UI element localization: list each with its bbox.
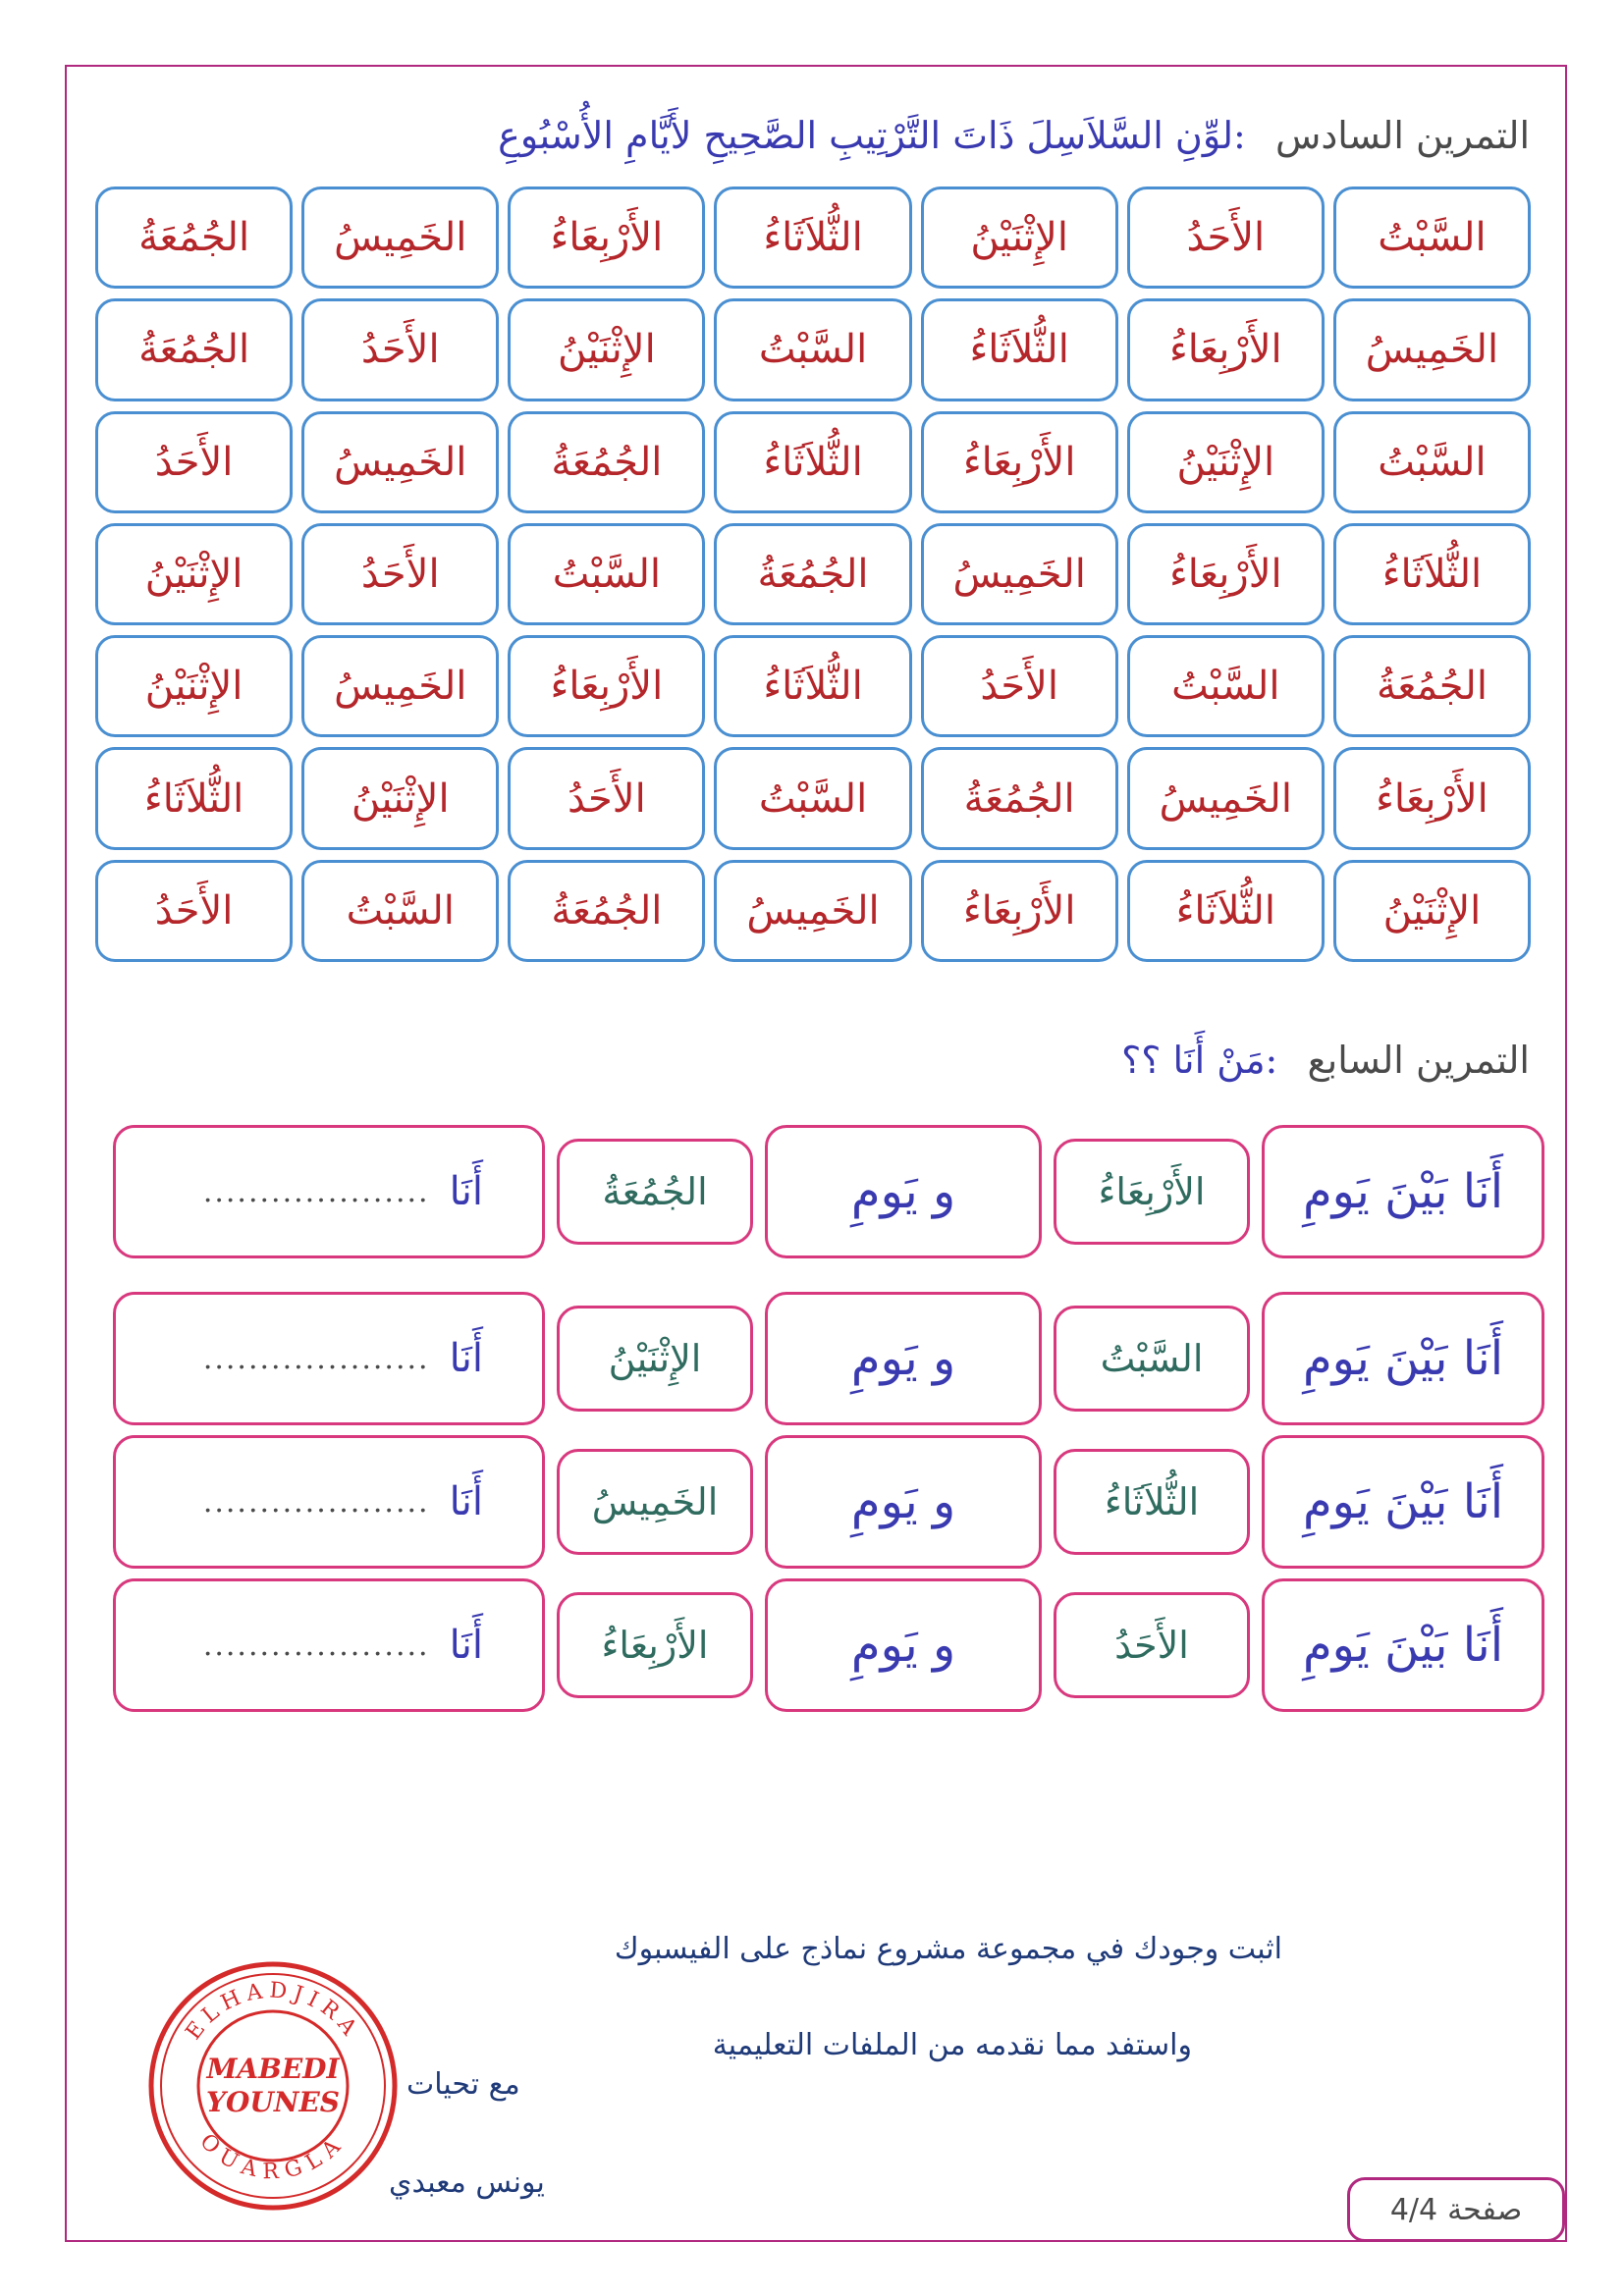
days-grid: [95, 187, 1531, 962]
exercise6-label: التمرين السادس: [1274, 114, 1530, 157]
first-day: الأَرْبِعَاءُ: [1098, 1170, 1206, 1213]
day-cell[interactable]: الأَرْبِعَاءُ: [508, 187, 705, 289]
between-box: [1262, 1435, 1544, 1569]
riddle-row: [113, 1125, 1544, 1258]
and-label: و يَومِ: [850, 1474, 956, 1529]
first-day: الثُّلاَثَاءُ: [1104, 1480, 1200, 1523]
day-cell[interactable]: الأَحَدُ: [508, 747, 705, 849]
between-label: أَنَا بَيْنَ يَومِ: [1302, 1164, 1504, 1219]
day-cell[interactable]: الأَحَدُ: [95, 411, 293, 513]
exercise6-title: [498, 114, 1530, 157]
between-label: أَنَا بَيْنَ يَومِ: [1302, 1618, 1504, 1673]
day-cell[interactable]: الأَرْبِعَاءُ: [921, 860, 1118, 962]
first-day-box: [1054, 1306, 1250, 1412]
day-cell[interactable]: الأَحَدُ: [1127, 187, 1325, 289]
day-cell[interactable]: الجُمُعَةُ: [714, 523, 911, 625]
between-box: [1262, 1578, 1544, 1712]
between-box: [1262, 1125, 1544, 1258]
stamp-seal: [145, 1958, 401, 2214]
second-day-box: [557, 1139, 753, 1245]
day-cell[interactable]: الخَمِيسُ: [1127, 747, 1325, 849]
day-cell[interactable]: الجُمُعَةُ: [508, 860, 705, 962]
answer-box[interactable]: [113, 1125, 545, 1258]
second-day-box: [557, 1306, 753, 1412]
second-day-box: [557, 1592, 753, 1698]
stamp-name-line2: YOUNES: [206, 2086, 340, 2118]
footer-line2: واستفد مما نقدمه من الملفات التعليمية: [712, 2028, 1192, 2062]
day-cell[interactable]: السَّبْتُ: [714, 747, 911, 849]
day-cell[interactable]: الجُمُعَةُ: [921, 747, 1118, 849]
and-box: [765, 1292, 1042, 1425]
and-box: [765, 1435, 1042, 1569]
day-cell[interactable]: الخَمِيسُ: [301, 635, 499, 737]
day-cell[interactable]: الإِثْنَيْنُ: [301, 747, 499, 849]
day-cell[interactable]: الإِثْنَيْنُ: [921, 187, 1118, 289]
day-cell[interactable]: الأَحَدُ: [301, 298, 499, 400]
answer-blank[interactable]: ....................: [202, 1628, 430, 1663]
day-cell[interactable]: الخَمِيسُ: [301, 187, 499, 289]
day-cell[interactable]: الأَرْبِعَاءُ: [508, 635, 705, 737]
footer-line1: اثبت وجودك في مجموعة مشروع نماذج على الفيسبوك: [614, 1932, 1282, 1966]
ana-label: أَنَا: [449, 1623, 483, 1668]
day-cell[interactable]: الخَمِيسُ: [1333, 298, 1531, 400]
day-cell[interactable]: السَّبْتُ: [1127, 635, 1325, 737]
day-cell[interactable]: الإِثْنَيْنُ: [508, 298, 705, 400]
exercise6-instruction: :لوِّنِ السَّلاَسِلَ ذَاتَ التَّرْتِيبِ الصَّحِيحِ لأَيَّامِ الأُسْبُوعِ: [498, 114, 1246, 157]
greeting: مع تحيات: [406, 2067, 520, 2102]
second-day: الأَرْبِعَاءُ: [601, 1624, 709, 1667]
day-cell[interactable]: الثُّلاَثَاءُ: [95, 747, 293, 849]
day-cell[interactable]: الأَحَدُ: [301, 523, 499, 625]
ana-label: أَنَا: [449, 1479, 483, 1524]
second-day: الإِثْنَيْنُ: [608, 1337, 702, 1380]
riddle-row: [113, 1435, 1544, 1569]
page-number: 4/4: [1389, 2192, 1438, 2227]
and-label: و يَومِ: [850, 1164, 956, 1219]
day-cell[interactable]: الثُّلاَثَاءُ: [1333, 523, 1531, 625]
day-cell[interactable]: الأَرْبِعَاءُ: [1333, 747, 1531, 849]
riddle-row: [113, 1292, 1544, 1425]
day-cell[interactable]: الأَرْبِعَاءُ: [921, 411, 1118, 513]
exercise7-label: التمرين السابع: [1307, 1039, 1530, 1082]
and-label: و يَومِ: [850, 1331, 956, 1386]
day-cell[interactable]: الجُمُعَةُ: [508, 411, 705, 513]
answer-box[interactable]: [113, 1292, 545, 1425]
between-label: أَنَا بَيْنَ يَومِ: [1302, 1331, 1504, 1386]
day-cell[interactable]: الخَمِيسُ: [714, 860, 911, 962]
between-box: [1262, 1292, 1544, 1425]
stamp-bottom-text: OUARGLA: [194, 2129, 352, 2185]
answer-box[interactable]: [113, 1578, 545, 1712]
day-cell[interactable]: السَّبْتُ: [508, 523, 705, 625]
author-name: يونس معبدي: [389, 2165, 545, 2200]
day-cell[interactable]: الإِثْنَيْنُ: [95, 635, 293, 737]
day-cell[interactable]: الإِثْنَيْنُ: [1333, 860, 1531, 962]
day-cell[interactable]: الأَحَدُ: [921, 635, 1118, 737]
day-cell[interactable]: الثُّلاَثَاءُ: [1127, 860, 1325, 962]
answer-blank[interactable]: ....................: [202, 1341, 430, 1376]
second-day: الجُمُعَةُ: [602, 1170, 708, 1213]
exercise7-instruction: :مَنْ أَنَا ؟؟: [1121, 1039, 1278, 1082]
first-day: الأَحَدُ: [1114, 1624, 1189, 1667]
day-cell[interactable]: الثُّلاَثَاءُ: [921, 298, 1118, 400]
day-cell[interactable]: الخَمِيسُ: [301, 411, 499, 513]
day-cell[interactable]: الجُمُعَةُ: [1333, 635, 1531, 737]
answer-blank[interactable]: ....................: [202, 1174, 430, 1209]
stamp-name-line1: MABEDI: [206, 2053, 340, 2085]
first-day: السَّبْتُ: [1100, 1337, 1204, 1380]
day-cell[interactable]: السَّبْتُ: [301, 860, 499, 962]
exercise7-title: [1121, 1039, 1530, 1082]
day-cell[interactable]: الجُمُعَةُ: [95, 298, 293, 400]
day-cell[interactable]: الثُّلاَثَاءُ: [714, 187, 911, 289]
day-cell[interactable]: السَّبْتُ: [714, 298, 911, 400]
day-cell[interactable]: الإِثْنَيْنُ: [95, 523, 293, 625]
day-cell[interactable]: الإِثْنَيْنُ: [1127, 411, 1325, 513]
first-day-box: [1054, 1449, 1250, 1555]
day-cell[interactable]: الثُّلاَثَاءُ: [714, 411, 911, 513]
page-number-box: [1347, 2177, 1565, 2242]
second-day: الخَمِيسُ: [591, 1480, 719, 1523]
first-day-box: [1054, 1139, 1250, 1245]
day-cell[interactable]: السَّبْتُ: [1333, 187, 1531, 289]
first-day-box: [1054, 1592, 1250, 1698]
day-cell[interactable]: الجُمُعَةُ: [95, 187, 293, 289]
day-cell[interactable]: الأَرْبِعَاءُ: [1127, 523, 1325, 625]
stamp-top-text: ELHADJIRA: [181, 1978, 365, 2045]
riddle-row: [113, 1578, 1544, 1712]
answer-box[interactable]: [113, 1435, 545, 1569]
day-cell[interactable]: الثُّلاَثَاءُ: [714, 635, 911, 737]
day-cell[interactable]: السَّبْتُ: [1333, 411, 1531, 513]
and-box: [765, 1125, 1042, 1258]
ana-label: أَنَا: [449, 1336, 483, 1381]
between-label: أَنَا بَيْنَ يَومِ: [1302, 1474, 1504, 1529]
day-cell[interactable]: الأَرْبِعَاءُ: [1127, 298, 1325, 400]
day-cell[interactable]: الأَحَدُ: [95, 860, 293, 962]
and-box: [765, 1578, 1042, 1712]
and-label: و يَومِ: [850, 1618, 956, 1673]
answer-blank[interactable]: ....................: [202, 1484, 430, 1520]
second-day-box: [557, 1449, 753, 1555]
ana-label: أَنَا: [449, 1169, 483, 1214]
page-label: صفحة: [1447, 2192, 1523, 2227]
svg-text:OUARGLA: [194, 2129, 351, 2184]
day-cell[interactable]: الخَمِيسُ: [921, 523, 1118, 625]
